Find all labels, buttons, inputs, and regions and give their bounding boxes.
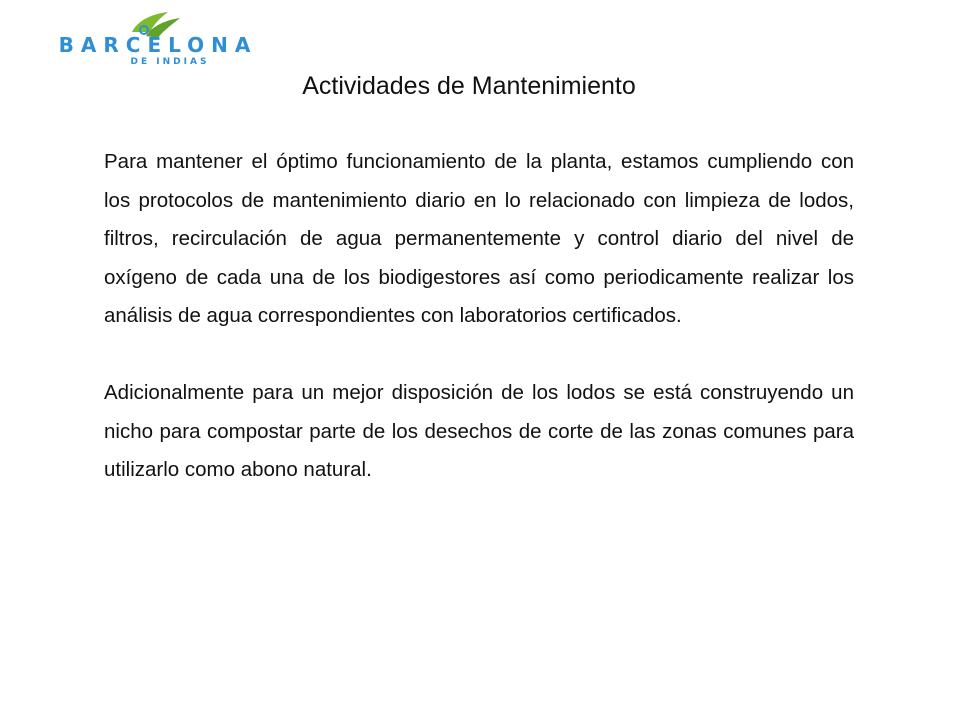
paragraph-maintenance: Para mantener el óptimo funcionamiento de la planta, estamos cumpliendo con los protocolos de mantenimiento diario en lo relacionado con limpieza de lodos, filtros, recirculación de agua permanentemente y control diario del nivel de oxígeno de cada una de los biodigestores así como periodicamente realizar los análisis de agua correspondientes con laboratorios certificados. xyxy=(104,150,854,327)
barcelona-de-indias-logo xyxy=(20,6,296,68)
slide-title: Actividades de Mantenimiento xyxy=(302,72,636,100)
paragraph-composting: Adicionalmente para un mejor disposición de los lodos se está construyendo un nicho para compostar parte de los desechos de corte de las zonas comunes para utilizarlo como abono natural. xyxy=(104,381,854,481)
logo-brand-text: BARCELONA xyxy=(58,33,258,57)
logo-tagline-text: DE INDIAS xyxy=(130,57,210,67)
slide-body xyxy=(104,143,854,528)
logo-graphic xyxy=(20,6,296,68)
